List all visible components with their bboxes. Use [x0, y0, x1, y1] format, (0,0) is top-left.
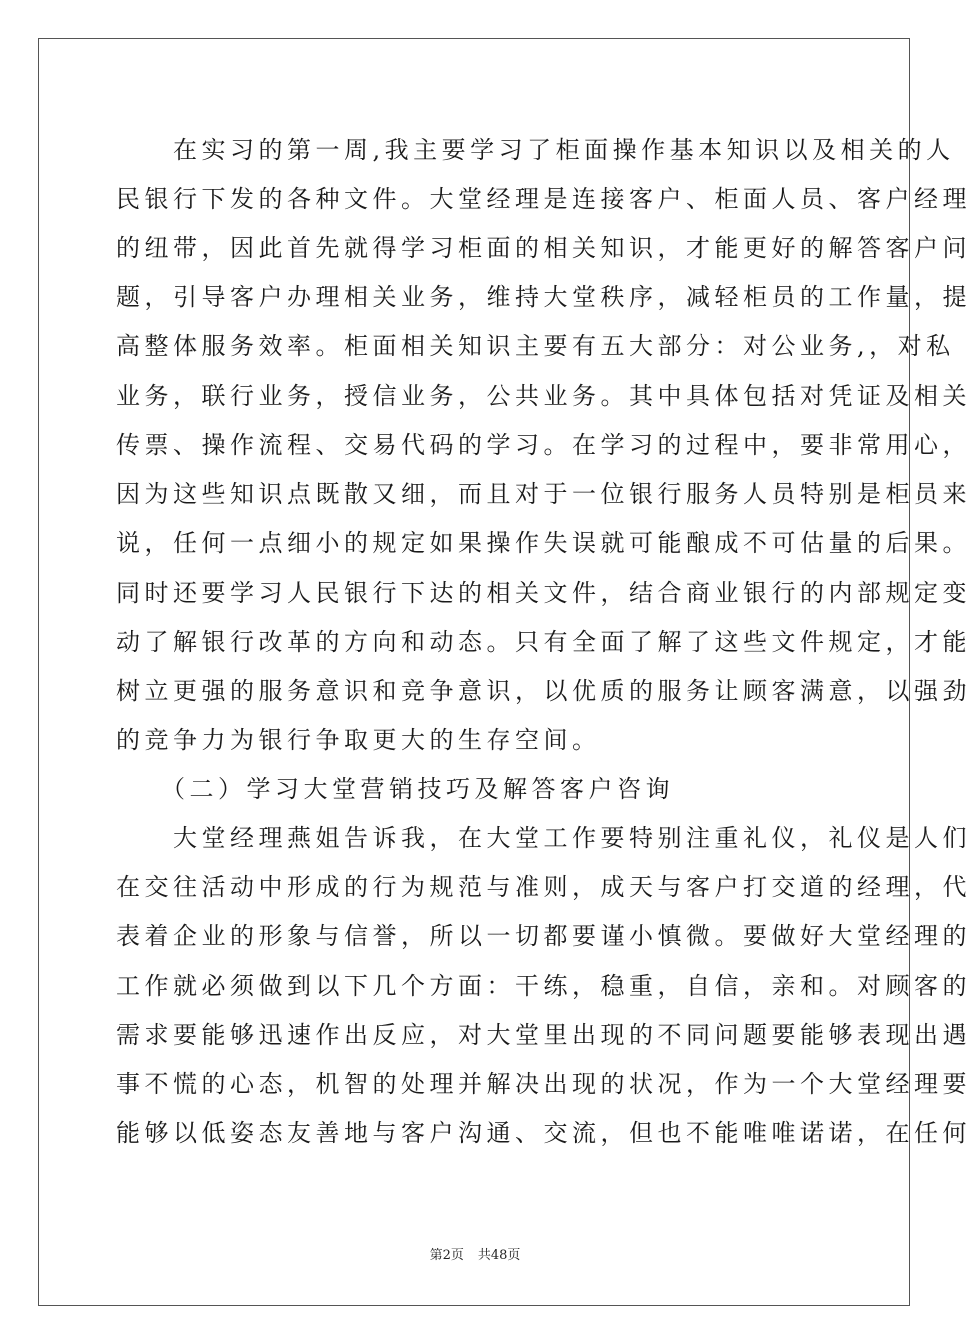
paragraph-line: 同时还要学习人民银行下达的相关文件，结合商业银行的内部规定变: [116, 579, 971, 607]
paragraph-line: 高整体服务效率。柜面相关知识主要有五大部分：对公业务,，对私: [116, 332, 955, 360]
paragraph-line: 事不慌的心态，机智的处理并解决出现的状况，作为一个大堂经理要: [116, 1070, 971, 1098]
paragraph-line: 大堂经理燕姐告诉我，在大堂工作要特别注重礼仪，礼仪是人们: [116, 824, 971, 852]
paragraph-line: 的纽带，因此首先就得学习柜面的相关知识，才能更好的解答客户问: [116, 234, 971, 262]
paragraph-line: 动了解银行改革的方向和动态。只有全面了解了这些文件规定，才能: [116, 628, 971, 656]
paragraph-line: 因为这些知识点既散又细，而且对于一位银行服务人员特别是柜员来: [116, 480, 971, 508]
paragraph-line: 题，引导客户办理相关业务，维持大堂秩序，减轻柜员的工作量，提: [116, 283, 971, 311]
paragraph-line: 在实习的第一周,我主要学习了柜面操作基本知识以及相关的人: [116, 136, 955, 164]
page-footer: [0, 1247, 950, 1265]
paragraph-line: 需求要能够迅速作出反应，对大堂里出现的不同问题要能够表现出遇: [116, 1021, 971, 1049]
paragraph-line: 业务，联行业务，授信业务，公共业务。其中具体包括对凭证及相关: [116, 382, 971, 410]
paragraph-line: 工作就必须做到以下几个方面：干练，稳重，自信，亲和。对顾客的: [116, 972, 971, 1000]
paragraph-line: 树立更强的服务意识和竞争意识，以优质的服务让顾客满意，以强劲: [116, 677, 971, 705]
paragraph-line: 说，任何一点细小的规定如果操作失误就可能酿成不可估量的后果。: [116, 529, 971, 557]
paragraph-line: 民银行下发的各种文件。大堂经理是连接客户、柜面人员、客户经理: [116, 185, 971, 213]
paragraph-line: 传票、操作流程、交易代码的学习。在学习的过程中，要非常用心，: [116, 431, 971, 459]
paragraph-line: 的竞争力为银行争取更大的生存空间。: [116, 726, 601, 754]
paragraph-line: 在交往活动中形成的行为规范与准则，成天与客户打交道的经理，代: [116, 873, 971, 901]
paragraph-line: 表着企业的形象与信誉，所以一切都要谨小慎微。要做好大堂经理的: [116, 922, 971, 950]
page-total: 共48页: [477, 1248, 521, 1263]
page-number: 第2页: [429, 1248, 464, 1263]
page-border: [38, 38, 971, 1306]
paragraph-line: 能够以低姿态友善地与客户沟通、交流，但也不能唯唯诺诺，在任何: [116, 1119, 971, 1147]
section-heading: （二）学习大堂营销技巧及解答客户咨询: [116, 775, 674, 803]
